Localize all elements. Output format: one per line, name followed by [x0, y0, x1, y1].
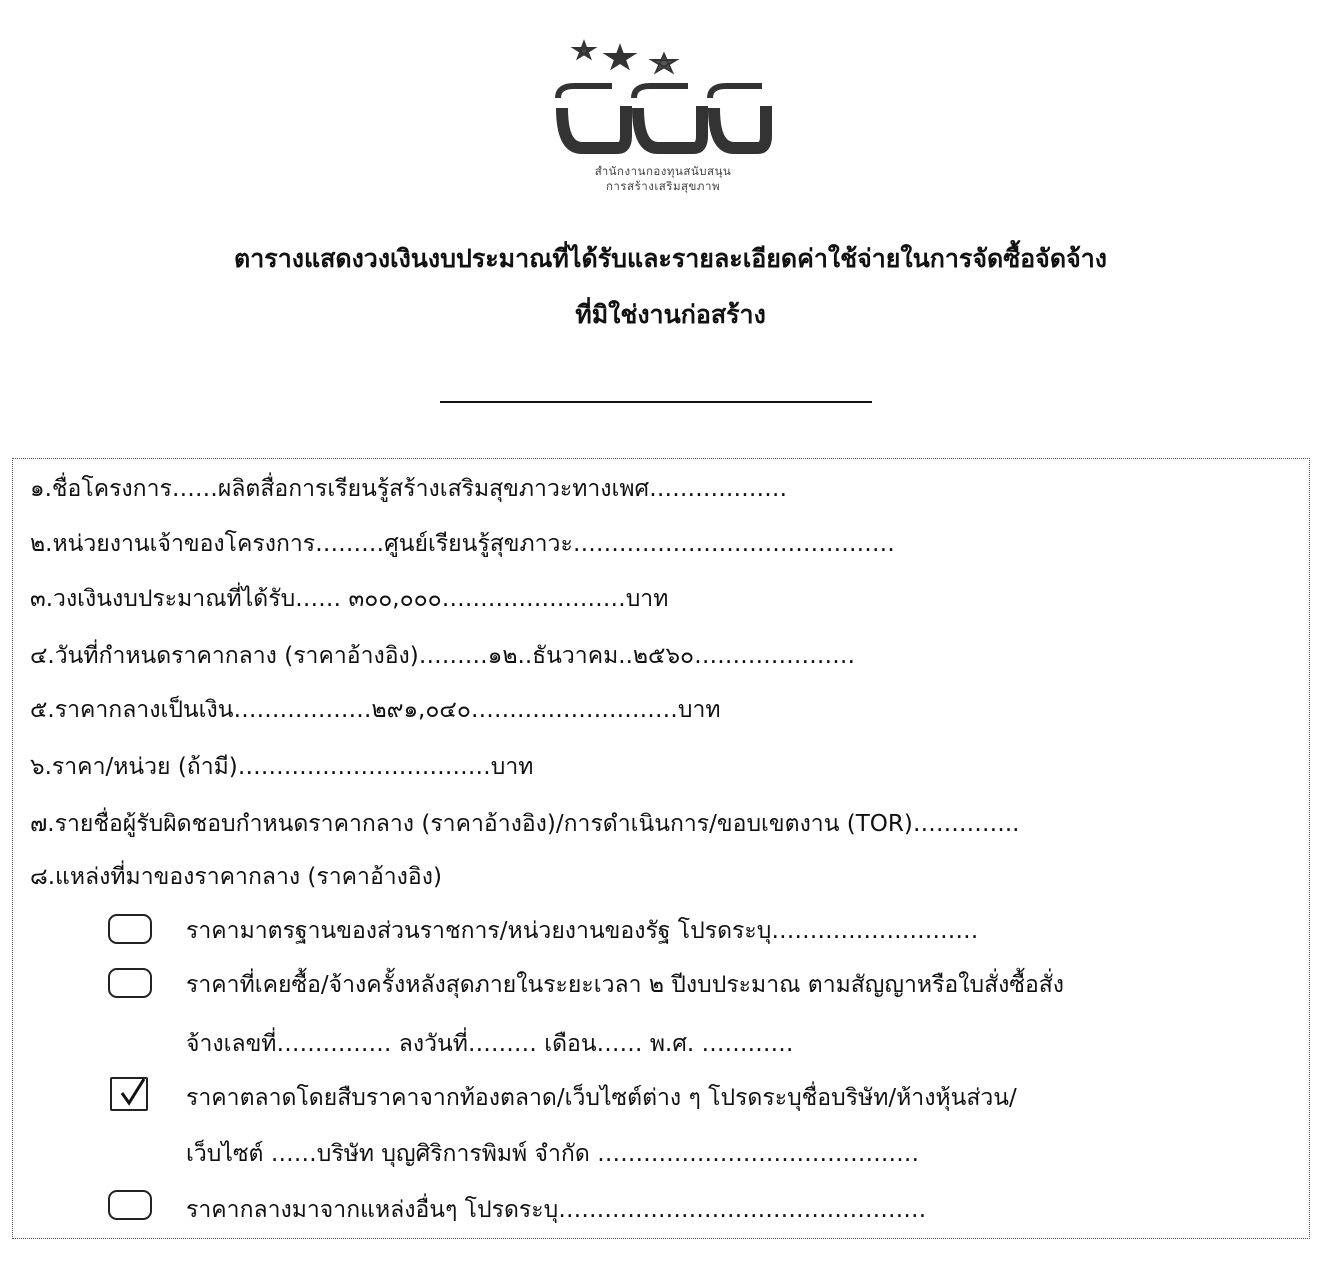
item-median-price-date: ๔.วันที่กำหนดราคากลาง (ราคาอ้างอิง)………๑๒..ธันวาคม..๒๕๖๐………………… [30, 643, 856, 669]
document-title-line2: ที่มิใช่งานก่อสร้าง [575, 300, 766, 329]
source-other-label: ราคากลางมาจากแหล่งอื่นๆ โปรดระบุ………………………………………… [186, 1197, 927, 1223]
source-previous-purchase-checkbox[interactable] [108, 968, 152, 998]
document-title-line1: ตารางแสดงวงเงินงบประมาณที่ได้รับและรายละเอียดค่าใช้จ่ายในการจัดซื้อจัดจ้าง [234, 244, 1107, 273]
source-standard-price-checkbox[interactable] [108, 914, 152, 944]
item-budget: ๓.วงเงินงบประมาณที่ได้รับ…… ๓๐๐,๐๐๐……………………บาท [30, 586, 669, 612]
item-responsible-persons: ๗.รายชื่อผู้รับผิดชอบกำหนดราคากลาง (ราคาอ้างอิง)/การดำเนินการ/ขอบเขตงาน (TOR)………….. [30, 811, 1020, 837]
item-project-name: ๑.ชื่อโครงการ……ผลิตสื่อการเรียนรู้สร้างเสริมสุขภาวะทางเพศ……………… [30, 476, 788, 502]
logo-caption-line2: การสร้างเสริมสุขภาพ [605, 179, 721, 193]
item-owner-unit: ๒.หน่วยงานเจ้าของโครงการ………ศูนย์เรียนรู้สุขภาวะ…………………………………… [30, 531, 895, 557]
item-unit-price: ๖.ราคา/หน่วย (ถ้ามี)……………………………บาท [30, 754, 534, 780]
checkmark-icon [114, 1075, 150, 1111]
logo-caption-line1: สำนักงานกองทุนสนับสนุน [594, 164, 732, 178]
item-price-source-heading: ๘.แหล่งที่มาของราคากลาง (ราคาอ้างอิง) [30, 864, 442, 890]
source-previous-purchase-label: ราคาที่เคยซื้อ/จ้างครั้งหลังสุดภายในระยะเวลา ๒ ปีงบประมาณ ตามสัญญาหรือใบสั่งซื้อสั่ง [186, 972, 1065, 998]
logo-caption [548, 164, 778, 194]
form-box [12, 458, 1310, 1239]
source-market-price-checkbox[interactable] [110, 1077, 148, 1111]
title-separator [440, 401, 872, 403]
source-standard-price-label: ราคามาตรฐานของส่วนราชการ/หน่วยงานของรัฐ โปรดระบุ……………………… [186, 918, 979, 944]
source-previous-purchase-details: จ้างเลขที่…………… ลงวันที่……… เดือน…… พ.ศ. ………… [186, 1031, 794, 1057]
item-median-price-amount: ๕.ราคากลางเป็นเงิน………………๒๙๑,๐๔๐………………………บาท [30, 697, 721, 723]
source-market-price-company: เว็บไซต์ ……บริษัท บุญศิริการพิมพ์ จำกัด …………………………………… [186, 1141, 920, 1167]
source-other-checkbox[interactable] [108, 1190, 152, 1220]
source-market-price-label: ราคาตลาดโดยสืบราคาจากท้องตลาด/เว็บไซต์ต่าง ๆ โปรดระบุชื่อบริษัท/ห้างหุ้นส่วน/ [186, 1085, 1017, 1111]
